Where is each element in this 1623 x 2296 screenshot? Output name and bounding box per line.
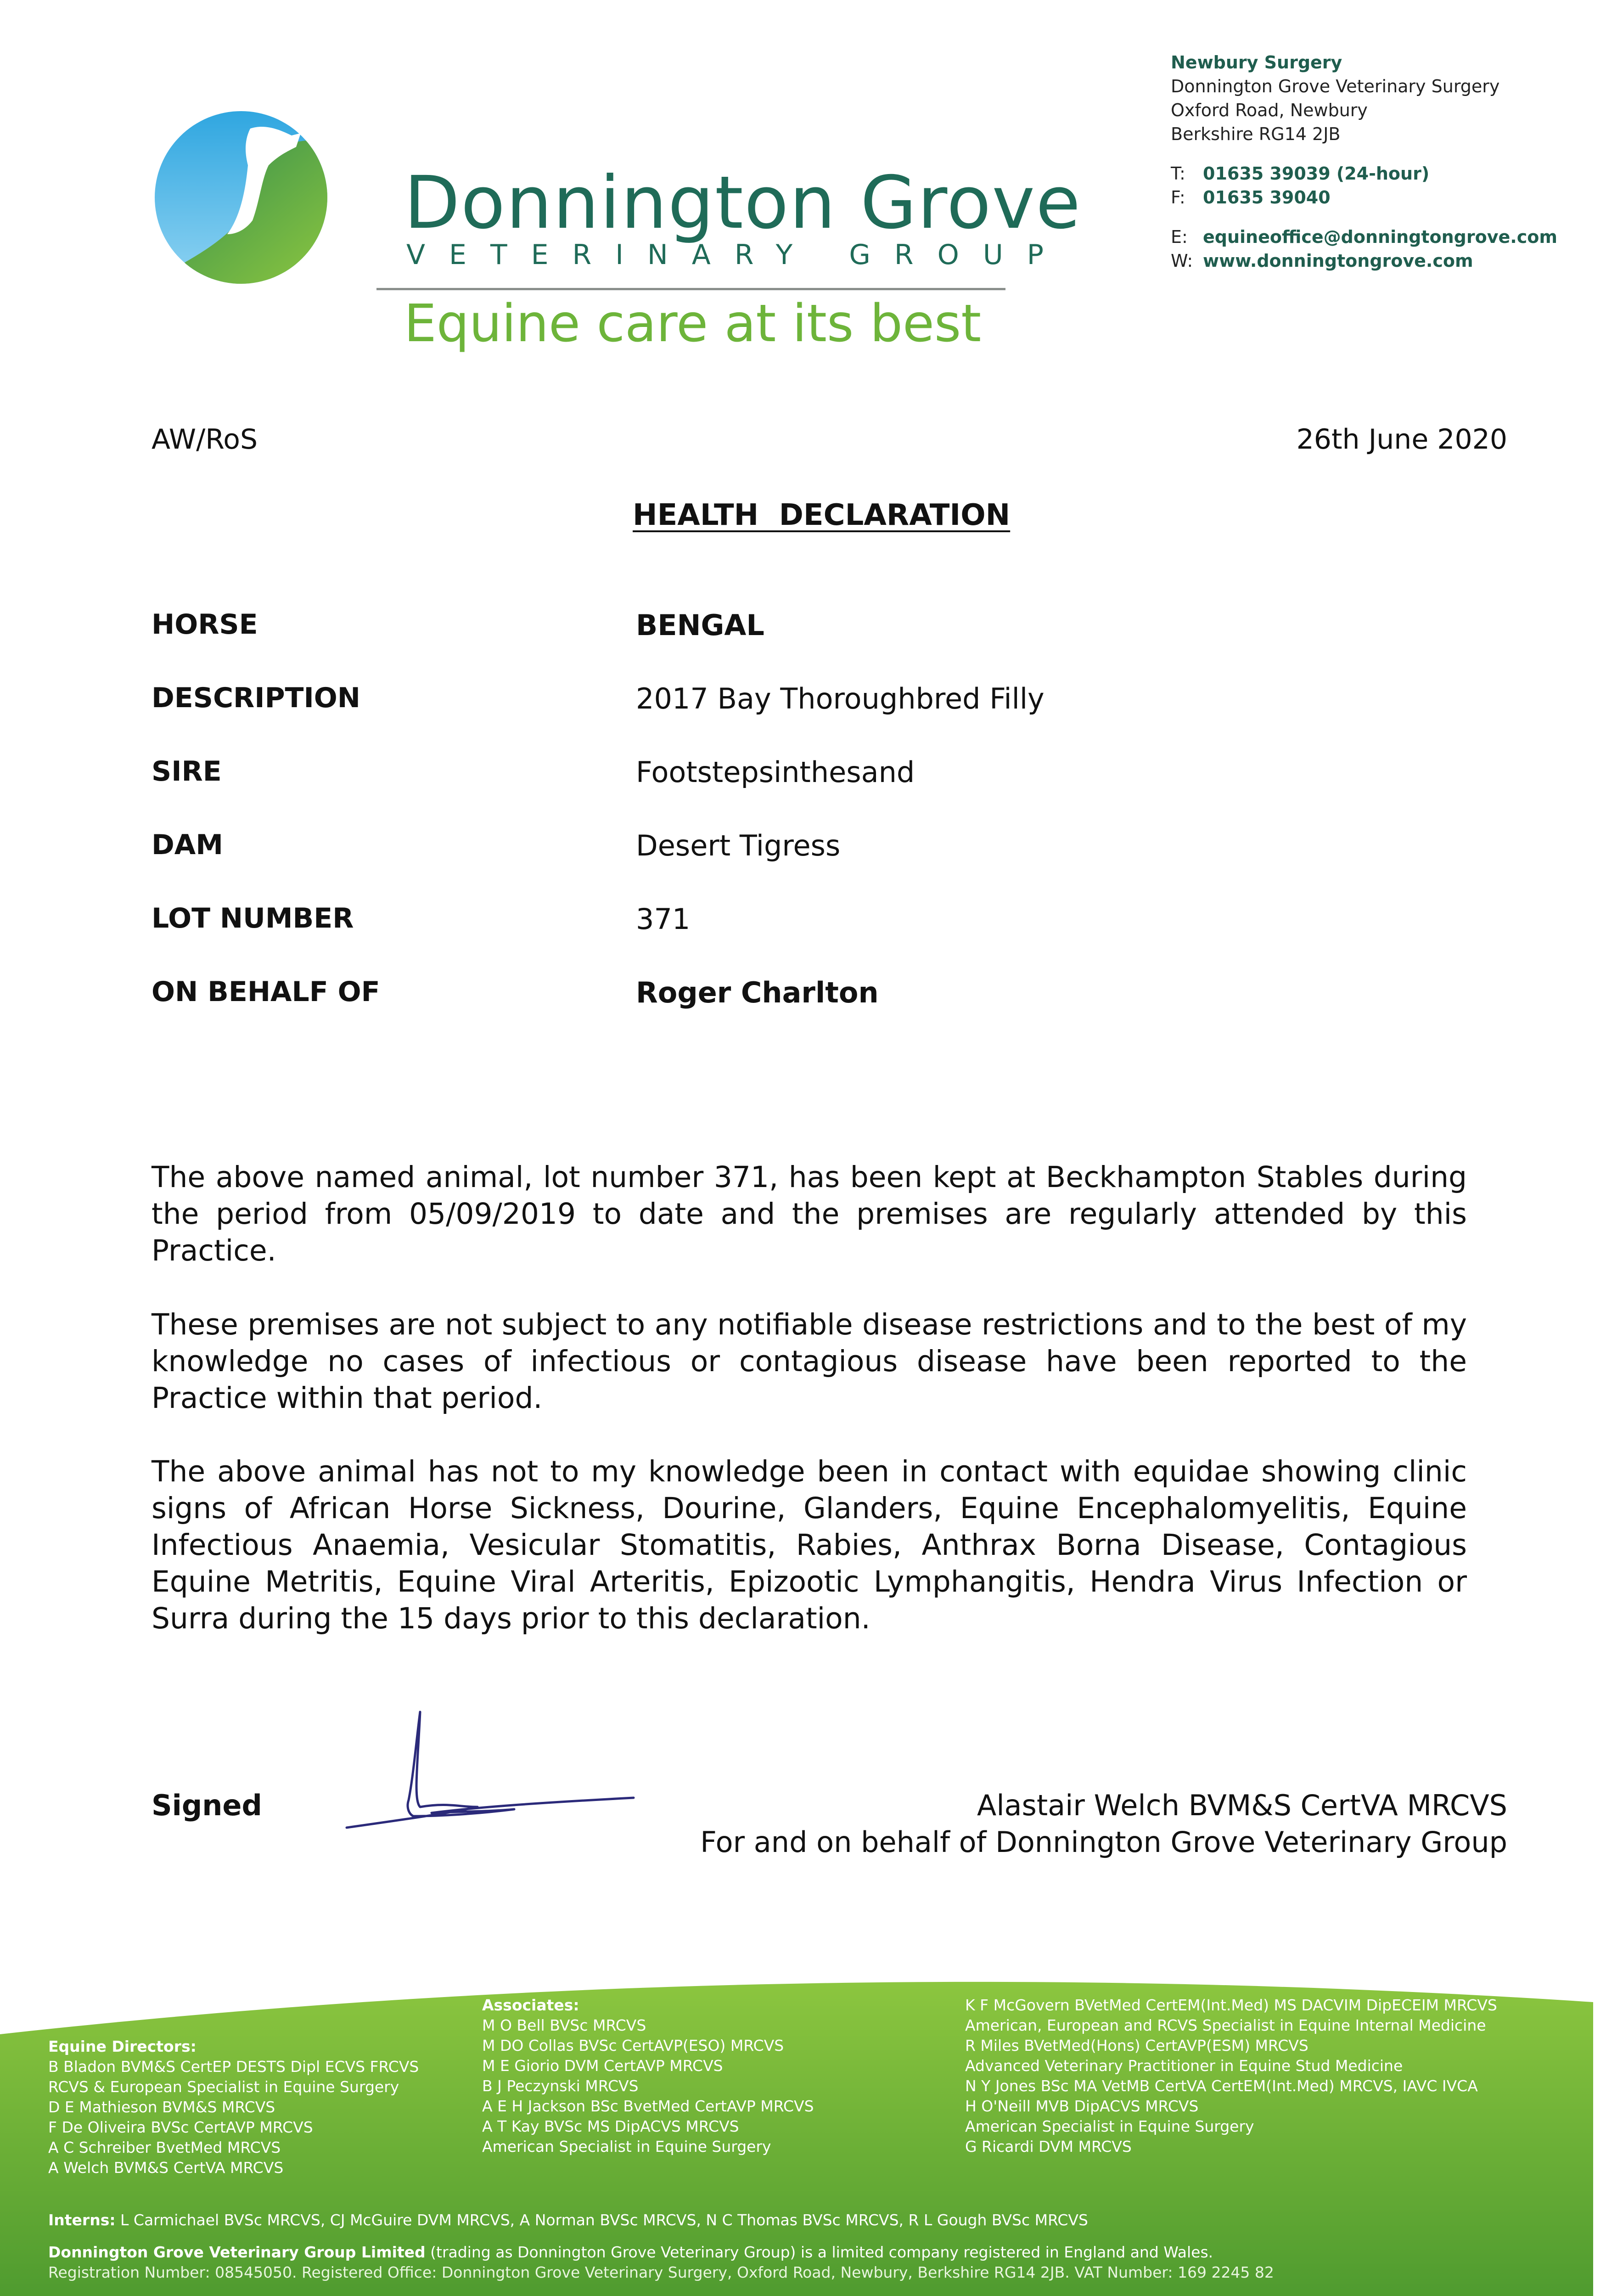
associate-entry: G Ricardi DVM MRCVS <box>965 2138 1132 2155</box>
associate-entry: R Miles BVetMed(Hons) CertAVP(ESM) MRCVS <box>965 2037 1309 2054</box>
email-line <box>1171 225 1557 249</box>
associate-entry: American, European and RCVS Specialist in Equine Internal Medicine <box>965 2016 1486 2034</box>
body-paragraph-2: These premises are not subject to any notifiable disease restrictions and to the best of my knowledge no cases of infectious or contagious disease have been reported to the Practice within that period. <box>152 1308 1467 1415</box>
associate-entry: M DO Collas BVSc CertAVP(ESO) MRCVS <box>482 2037 784 2054</box>
brand-name: Donnington Grove <box>404 161 1082 245</box>
detail-value: BENGAL <box>636 608 764 642</box>
detail-value: 371 <box>636 902 691 936</box>
detail-value: Desert Tigress <box>636 829 841 862</box>
associate-entry: M O Bell BVSc MRCVS <box>482 2016 646 2034</box>
director-entry: A C Schreiber BvetMed MRCVS <box>48 2138 281 2156</box>
detail-value: Roger Charlton <box>636 976 879 1009</box>
phone-line <box>1171 162 1557 186</box>
associate-entry: American Specialist in Equine Surgery <box>965 2117 1254 2135</box>
director-entry: D E Mathieson BVM&S MRCVS <box>48 2098 275 2116</box>
interns-list: L Carmichael BVSc MRCVS, CJ McGuire DVM MRCVS, A Norman BVSc MRCVS, N C Thomas BVSc MRCVS, R L Gough BVSc MRCVS <box>115 2211 1088 2229</box>
fax-line <box>1171 186 1557 209</box>
footer-associates-continued <box>965 1995 1497 2157</box>
director-entry: F De Oliveira BVSc CertAVP MRCVS <box>48 2118 313 2136</box>
web-link[interactable]: www.donningtongrove.com <box>1203 251 1473 271</box>
associate-entry: Advanced Veterinary Practitioner in Equine Stud Medicine <box>965 2057 1403 2075</box>
web-key: W: <box>1171 251 1193 271</box>
detail-value: Footstepsinthesand <box>636 755 915 789</box>
signed-label: Signed <box>152 1789 262 1822</box>
contact-block <box>1171 51 1557 273</box>
interns-label: Interns: <box>48 2211 116 2229</box>
associate-entry: H O'Neill MVB DipACVS MRCVS <box>965 2097 1199 2115</box>
company-text: (trading as Donnington Grove Veterinary Group) is a limited company registered in England and Wales. <box>425 2243 1213 2261</box>
logo-mark <box>154 110 328 285</box>
footer-interns <box>48 2210 1088 2230</box>
email-key: E: <box>1171 227 1188 247</box>
surgery-name: Newbury Surgery <box>1171 52 1342 73</box>
footer-associates <box>482 1995 814 2157</box>
associates-heading: Associates: <box>482 1996 579 2014</box>
director-entry: A Welch BVM&S CertVA MRCVS <box>48 2159 284 2177</box>
address-line-1: Donnington Grove Veterinary Surgery <box>1171 76 1500 96</box>
company-name: Donnington Grove Veterinary Group Limited <box>48 2243 426 2261</box>
fax-number: 01635 39040 <box>1203 187 1331 208</box>
brand-tagline: Equine care at its best <box>404 294 982 354</box>
address-line-2: Oxford Road, Newbury <box>1171 100 1368 120</box>
associate-entry: A E H Jackson BSc BvetMed CertAVP MRCVS <box>482 2097 814 2115</box>
phone-number[interactable]: 01635 39039 (24-hour) <box>1203 163 1430 184</box>
web-line <box>1171 249 1557 273</box>
directors-heading: Equine Directors: <box>48 2037 197 2055</box>
associate-entry: K F McGovern BVetMed CertEM(Int.Med) MS DACVIM DipECEIM MRCVS <box>965 1996 1497 2014</box>
footer-company <box>48 2242 1213 2262</box>
body-paragraph-3: The above animal has not to my knowledge been in contact with equidae showing clinic signs of African Horse Sickness, Dourine, Glanders, Equine Encephalomyelitis, Equine Infectious Anaemia, Vesicular Stomatitis, Rabies, Anthrax Borna Disease, Contagious Equine Metritis, Equine Viral Arteritis, Epizootic Lymphangitis, Hendra Virus Infection or Surra during the 15 days prior to this declaration. <box>152 1455 1467 1635</box>
detail-label: LOT NUMBER <box>152 902 354 934</box>
director-entry: RCVS & European Specialist in Equine Surgery <box>48 2078 399 2096</box>
detail-label: SIRE <box>152 755 222 788</box>
handwritten-signature <box>340 1708 643 1837</box>
horse-logo-icon <box>154 110 328 285</box>
brand-divider <box>376 288 1005 290</box>
associate-entry: N Y Jones BSc MA VetMB CertVA CertEM(Int.Med) MRCVS, IAVC IVCA <box>965 2077 1478 2095</box>
address-line-3: Berkshire RG14 2JB <box>1171 124 1341 144</box>
signatory-organisation: For and on behalf of Donnington Grove Veterinary Group <box>700 1825 1507 1859</box>
associate-entry: A T Kay BVSc MS DipACVS MRCVS <box>482 2117 739 2135</box>
fax-key: F: <box>1171 187 1185 208</box>
document-title: HEALTH DECLARATION <box>633 498 1011 532</box>
signatory-name: Alastair Welch BVM&S CertVA MRCVS <box>977 1789 1507 1822</box>
letter-date: 26th June 2020 <box>1296 423 1507 456</box>
associate-entry: B J Peczynski MRCVS <box>482 2077 639 2095</box>
detail-value: 2017 Bay Thoroughbred Filly <box>636 682 1045 715</box>
detail-label: HORSE <box>152 608 258 641</box>
letter-reference: AW/RoS <box>152 423 258 456</box>
associate-entry: M E Giorio DVM CertAVP MRCVS <box>482 2057 723 2075</box>
email-link[interactable]: equineoffice@donningtongrove.com <box>1203 227 1557 247</box>
phone-key: T: <box>1171 163 1185 184</box>
director-entry: B Bladon BVM&S CertEP DESTS Dipl ECVS FRCVS <box>48 2058 419 2076</box>
brand-group: VETERINARY GROUP <box>406 239 1067 271</box>
associate-entry: American Specialist in Equine Surgery <box>482 2138 771 2155</box>
footer-registration: Registration Number: 08545050. Registered Office: Donnington Grove Veterinary Surgery, Oxford Road, Newbury, Berkshire RG14 2JB. VAT Number: 169 2245 82 <box>48 2263 1274 2281</box>
detail-label: ON BEHALF OF <box>152 976 380 1008</box>
detail-label: DESCRIPTION <box>152 682 361 714</box>
body-paragraph-1: The above named animal, lot number 371, has been kept at Beckhampton Stables during the period from 05/09/2019 to date and the premises are regularly attended by this Practice. <box>152 1160 1467 1267</box>
detail-label: DAM <box>152 829 223 861</box>
footer-directors <box>48 2037 419 2178</box>
